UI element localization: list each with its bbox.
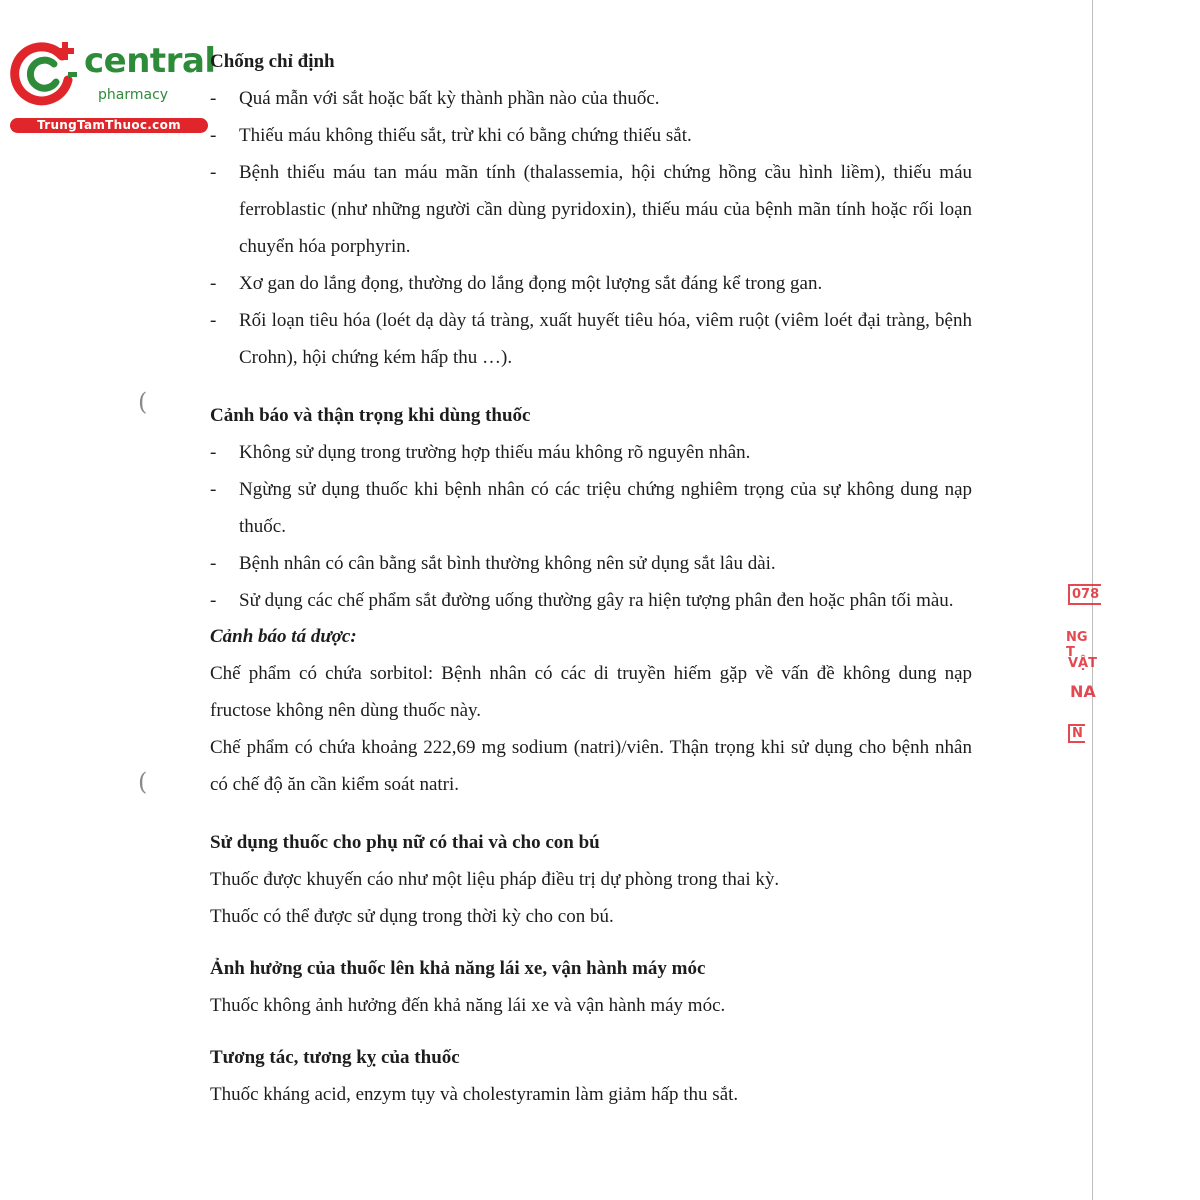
logo-site-banner: TrungTamThuoc.com (10, 118, 208, 133)
paragraph: Thuốc có thể được sử dụng trong thời kỳ cho con bú. (210, 906, 614, 927)
red-stamp-fragment (1062, 574, 1100, 754)
list-item (210, 582, 972, 619)
list-dash: - (210, 553, 217, 574)
list-item (210, 302, 972, 376)
pharmacy-cross-logo-icon (10, 38, 82, 110)
margin-punch-mark: ( (138, 768, 148, 796)
list-item (210, 471, 972, 545)
list-item-text: Xơ gan do lắng đọng, thường do lắng đọng một lượng sắt đáng kể trong gan. (239, 273, 823, 294)
paragraph: Chế phẩm có chứa khoảng 222,69 mg sodium (natri)/viên. Thận trọng khi sử dụng cho bệnh nhân có chế độ ăn cần kiểm soát natri. (210, 737, 972, 795)
list-item-text: Ngừng sử dụng thuốc khi bệnh nhân có các triệu chứng nghiêm trọng của sự không dung nạp thuốc. (239, 479, 972, 537)
stamp-text: N (1068, 724, 1085, 743)
list-item (210, 80, 972, 117)
list-item (210, 154, 972, 265)
paragraph: Thuốc được khuyến cáo như một liệu pháp điều trị dự phòng trong thai kỳ. (210, 869, 780, 890)
logo-brand-text: central (84, 41, 216, 81)
list-dash: - (210, 162, 217, 183)
list-item (210, 434, 972, 471)
margin-punch-mark: ( (138, 388, 148, 416)
list-item-text: Thiếu máu không thiếu sắt, trừ khi có bằng chứng thiếu sắt. (239, 125, 692, 146)
logo-sub-text: pharmacy (98, 87, 169, 103)
stamp-text: NA (1070, 682, 1096, 701)
section-title-interactions: Tương tác, tương kỵ của thuốc (210, 1047, 460, 1068)
list-dash: - (210, 442, 217, 463)
list-item (210, 545, 972, 582)
stamp-text: NG T (1066, 630, 1088, 660)
list-item-text: Rối loạn tiêu hóa (loét dạ dày tá tràng, xuất huyết tiêu hóa, viêm ruột (viêm loét đại tràng, bệnh Crohn), hội chứng kém hấp thu …). (239, 310, 972, 368)
list-item (210, 265, 972, 302)
list-dash: - (210, 273, 217, 294)
paragraph: Chế phẩm có chứa sorbitol: Bệnh nhân có các di truyền hiếm gặp về vấn đề không dung nạp fructose không nên dùng thuốc này. (210, 663, 972, 721)
section-title-driving: Ảnh hưởng của thuốc lên khả năng lái xe, vận hành máy móc (210, 958, 706, 979)
list-item-text: Bệnh nhân có cân bằng sắt bình thường không nên sử dụng sắt lâu dài. (239, 553, 776, 574)
section-title-contraindications: Chống chỉ định (210, 51, 335, 72)
list-dash: - (210, 125, 217, 146)
list-dash: - (210, 88, 217, 109)
list-item-text: Sử dụng các chế phẩm sắt đường uống thường gây ra hiện tượng phân đen hoặc phân tối màu. (239, 590, 954, 611)
section-title-warnings: Cảnh báo và thận trọng khi dùng thuốc (210, 405, 531, 426)
document-body (210, 44, 972, 1113)
list-dash: - (210, 310, 217, 331)
list-item-text: Quá mẫn với sắt hoặc bất kỳ thành phần nào của thuốc. (239, 88, 660, 109)
list-dash: - (210, 479, 217, 500)
list-item (210, 117, 972, 154)
subsection-title-excipients: Cảnh báo tá dược: (210, 626, 357, 647)
list-item-text: Không sử dụng trong trường hợp thiếu máu không rõ nguyên nhân. (239, 442, 751, 463)
list-dash: - (210, 590, 217, 611)
paragraph: Thuốc kháng acid, enzym tụy và cholestyramin làm giảm hấp thu sắt. (210, 1084, 739, 1105)
section-title-pregnancy: Sử dụng thuốc cho phụ nữ có thai và cho con bú (210, 832, 600, 853)
stamp-text: 078 (1068, 584, 1101, 605)
stamp-text: VẬT (1068, 656, 1097, 671)
list-item-text: Bệnh thiếu máu tan máu mãn tính (thalassemia, hội chứng hồng cầu hình liềm), thiếu máu ferroblastic (như những người cần dùng pyridoxin), thiếu máu của bệnh mãn tính hoặc rối loạn chuyển hóa porphyrin. (239, 162, 972, 257)
central-pharmacy-logo (10, 38, 216, 138)
paragraph: Thuốc không ảnh hưởng đến khả năng lái xe và vận hành máy móc. (210, 995, 726, 1016)
